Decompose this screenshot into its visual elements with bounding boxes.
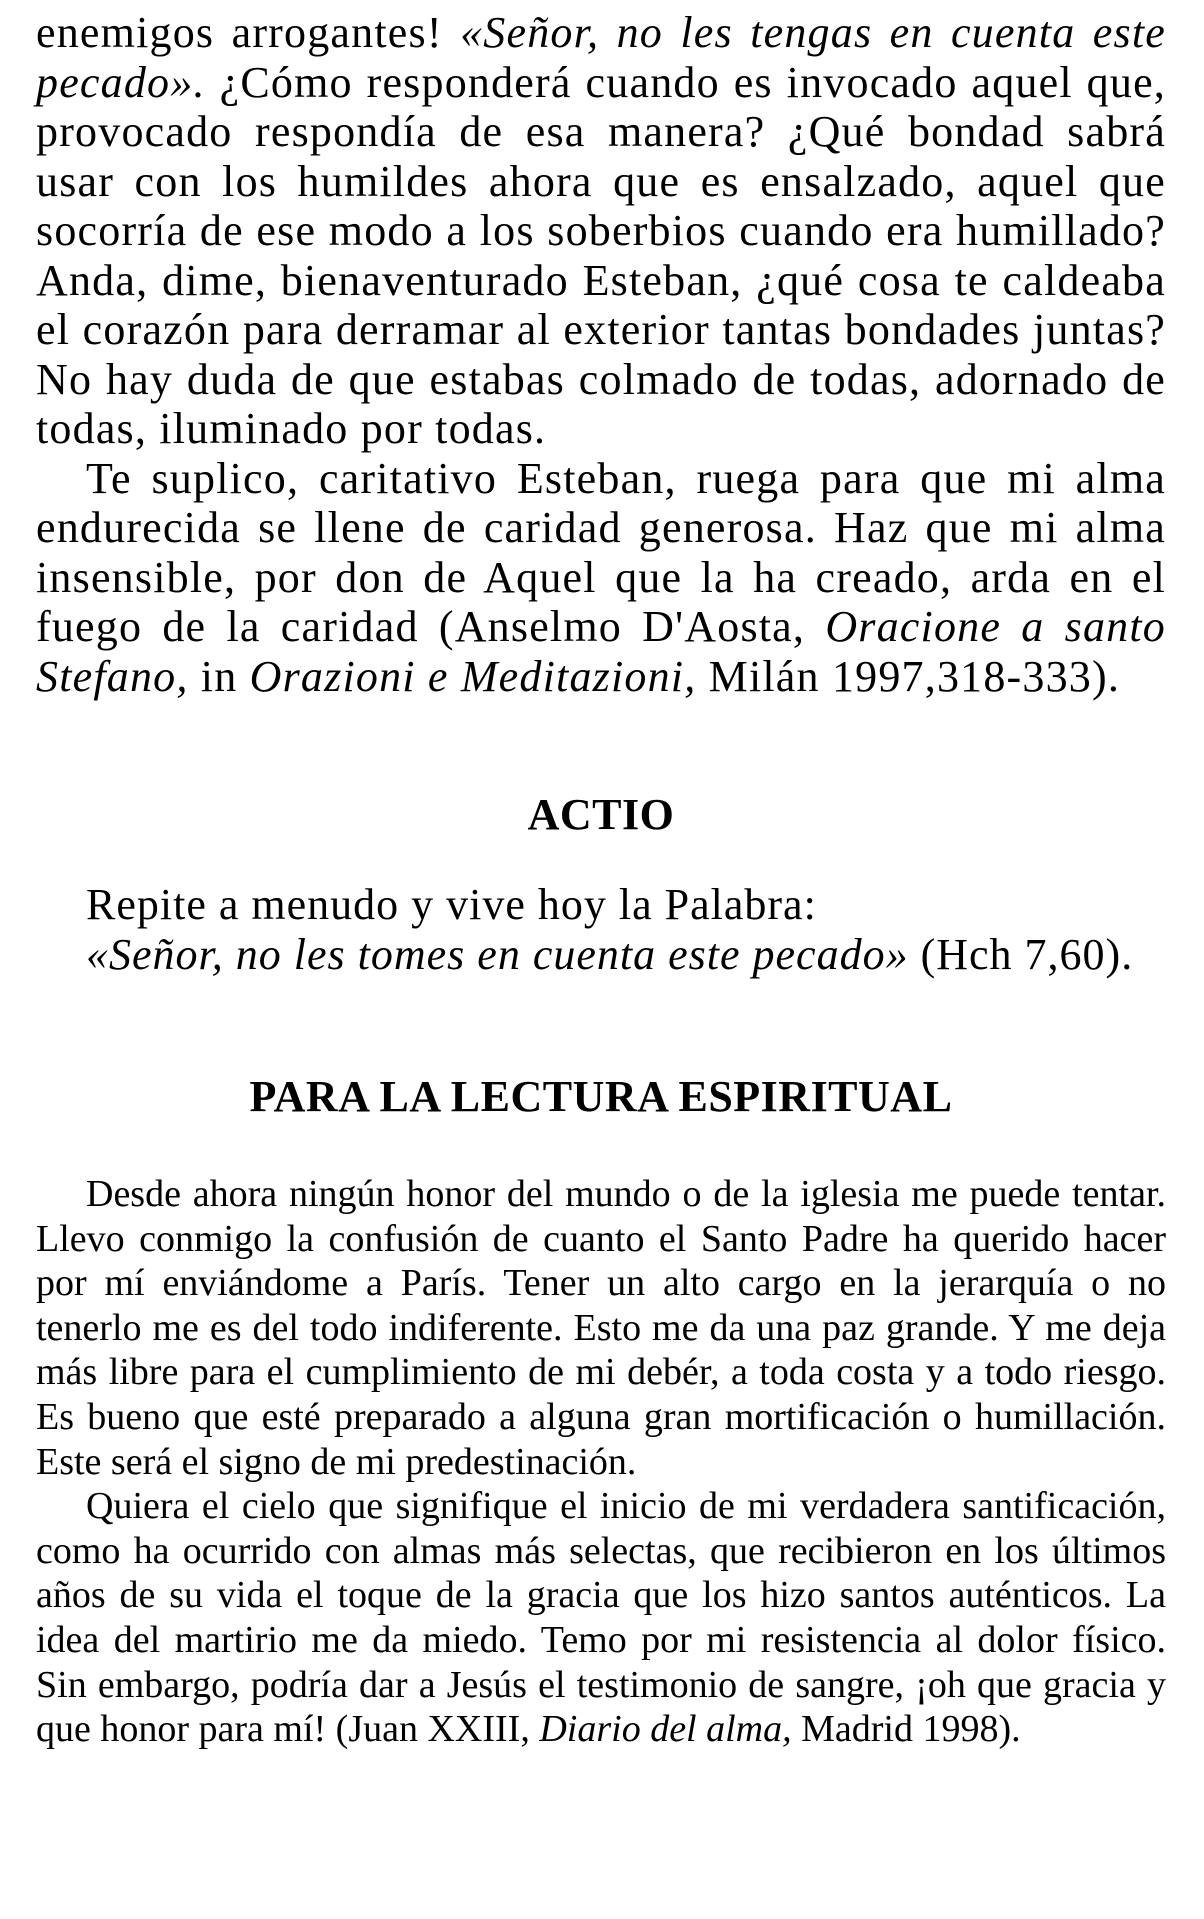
- italic-book-title: Diario del alma,: [539, 1708, 792, 1751]
- paragraph-text: in: [188, 651, 250, 701]
- lectura-paragraph-1: Desde ahora ningún honor del mundo o de la iglesia me puede tentar. Llevo conmigo la confusión de cuanto el Santo Padre ha querido hacer por mí enviándome a París. Tener un alto cargo en la jerarquía o no tenerlo me es del todo indiferente. Esto me da una paz grande. Y me deja más libre para el cumplimiento de mi debér, a toda costa y a todo riesgo. Es bueno que esté preparado a alguna gran mortificación o humillación. Este será el signo de mi predestinación.: [36, 1173, 1166, 1483]
- actio-heading: ACTIO: [527, 790, 675, 839]
- paragraph-oracion-esteban-1: [36, 8, 1166, 454]
- actio-reference: (Hch 7,60).: [908, 929, 1134, 979]
- italic-title: Oracione a santo Stefano,: [36, 602, 1167, 701]
- italic-quote: «Señor, no les tengas en cuenta este pecado».: [36, 8, 1166, 107]
- paragraph-text: Te suplico, caritativo Esteban, ruega para que mi alma endurecida se llene de caridad generosa. Haz que mi alma insensible, por don de Aquel que la ha creado, arda en el fuego de la caridad (Anselmo D'Aosta,: [36, 453, 1166, 651]
- paragraph-text: enemigos arrogantes!: [36, 8, 461, 57]
- paragraph-text: Quiera el cielo que signifique el inicio de mi verdadera santificación, como ha ocurrido con almas más selectas, que recibieron en los últimos años de su vida el toque de la gracia que los hizo santos auténticos. La idea del martirio me da miedo. Temo por mi resistencia al dolor físico. Sin embargo, podría dar a Jesús el testimonio de sangre, ¡oh que gracia y que honor para mí! (Juan XXIII,: [36, 1485, 1166, 1751]
- actio-quote-line: [86, 930, 1166, 980]
- lectura-heading: PARA LA LECTURA ESPIRITUAL: [249, 1072, 953, 1121]
- paragraph-text: ¿Cómo responderá cuando es invocado aquel que, provocado respondía de esa manera? ¿Qué bondad sabrá usar con los humildes ahora que es ensalzado, aquel que socorría de ese modo a los soberbios cuando era humillado? Anda, dime, bienaventurado Esteban, ¿qué cosa te caldeaba el corazón para derramar al exterior tantas bondades juntas? No hay duda de que estabas colmado de todas, adornado de todas, iluminado por todas.: [36, 57, 1166, 453]
- book-page: [36, 8, 1166, 1752]
- actio-quote: «Señor, no les tomes en cuenta este pecado»: [86, 929, 909, 979]
- paragraph-text: Madrid 1998).: [791, 1708, 1021, 1751]
- actio-section: [36, 880, 1166, 979]
- lectura-section: [36, 1172, 1166, 1752]
- italic-book-title: Orazioni e Meditazioni,: [249, 651, 697, 701]
- actio-instruction: Repite a menudo y vive hoy la Palabra:: [86, 880, 817, 929]
- paragraph-text: Milán 1997,318-333).: [696, 651, 1121, 701]
- paragraph-oracion-esteban-2: [36, 454, 1166, 702]
- lectura-paragraph-2: [36, 1484, 1166, 1752]
